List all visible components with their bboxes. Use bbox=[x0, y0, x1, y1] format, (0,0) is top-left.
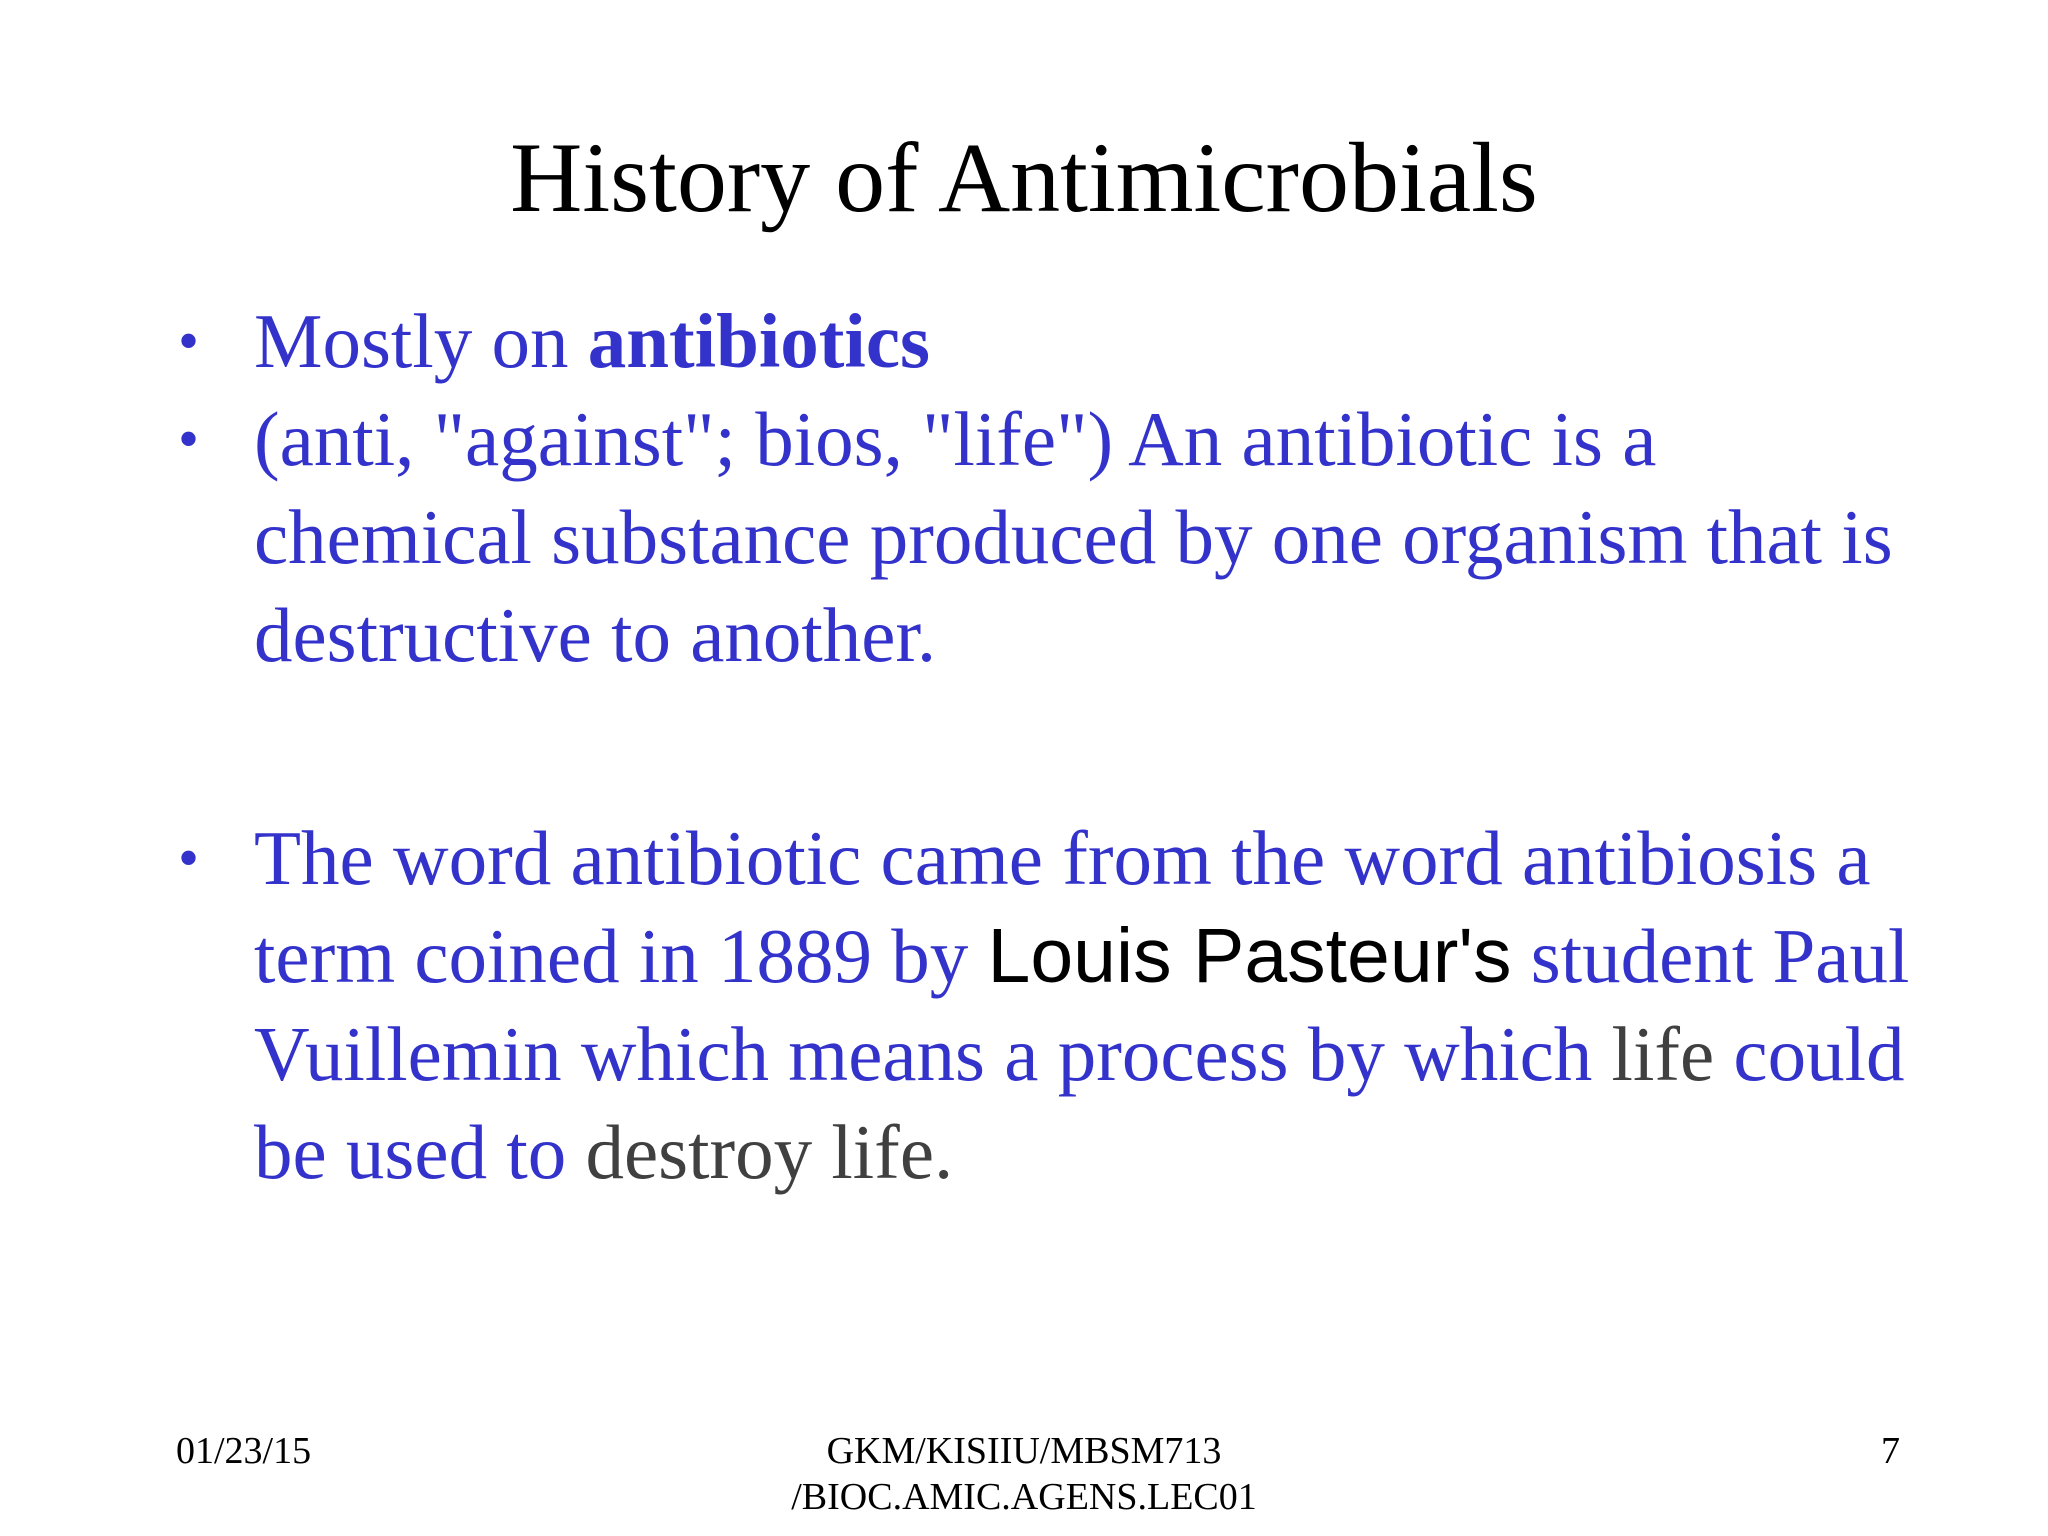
highlight-destroy-life: destroy life. bbox=[585, 1109, 954, 1195]
slide-title: History of Antimicrobials bbox=[510, 122, 1538, 233]
bullet-text: student Paul Vuillemin which means a process by which bbox=[254, 913, 1910, 1097]
footer-course-code bbox=[724, 1428, 1324, 1520]
bullet-text: The word antibiotic came from the word antibiosis a term coined in 1889 by bbox=[254, 815, 1871, 999]
bullet-dot-icon: • bbox=[178, 406, 200, 472]
link-louis-pasteur: Louis Pasteur's bbox=[987, 913, 1512, 999]
footer-date: 01/23/15 bbox=[176, 1430, 312, 1472]
highlight-life: life bbox=[1611, 1011, 1715, 1097]
bullet-list bbox=[176, 292, 1936, 1201]
bullet-text: could be used to bbox=[254, 1011, 1905, 1195]
footer-page-number: 7 bbox=[1881, 1430, 1900, 1472]
footer-course-line2: /BIOC.AMIC.AGENS.LEC01 bbox=[791, 1476, 1257, 1518]
bullet-item-etymology bbox=[176, 809, 1936, 1201]
bullet-text: Mostly on bbox=[254, 298, 588, 384]
bullet-bold-term: antibiotics bbox=[587, 298, 930, 384]
bullet-text: (anti, "against"; bios, "life") An antibiotic is a chemical substance produced by one organism that is destructive to another. bbox=[254, 396, 1893, 678]
bullet-item-definition bbox=[176, 390, 1936, 684]
bullet-item-antibiotics bbox=[176, 292, 1936, 390]
bullet-dot-icon: • bbox=[178, 308, 200, 374]
bullet-dot-icon: • bbox=[178, 825, 200, 891]
footer-course-line1: GKM/KISIIU/MBSM713 bbox=[826, 1430, 1222, 1472]
